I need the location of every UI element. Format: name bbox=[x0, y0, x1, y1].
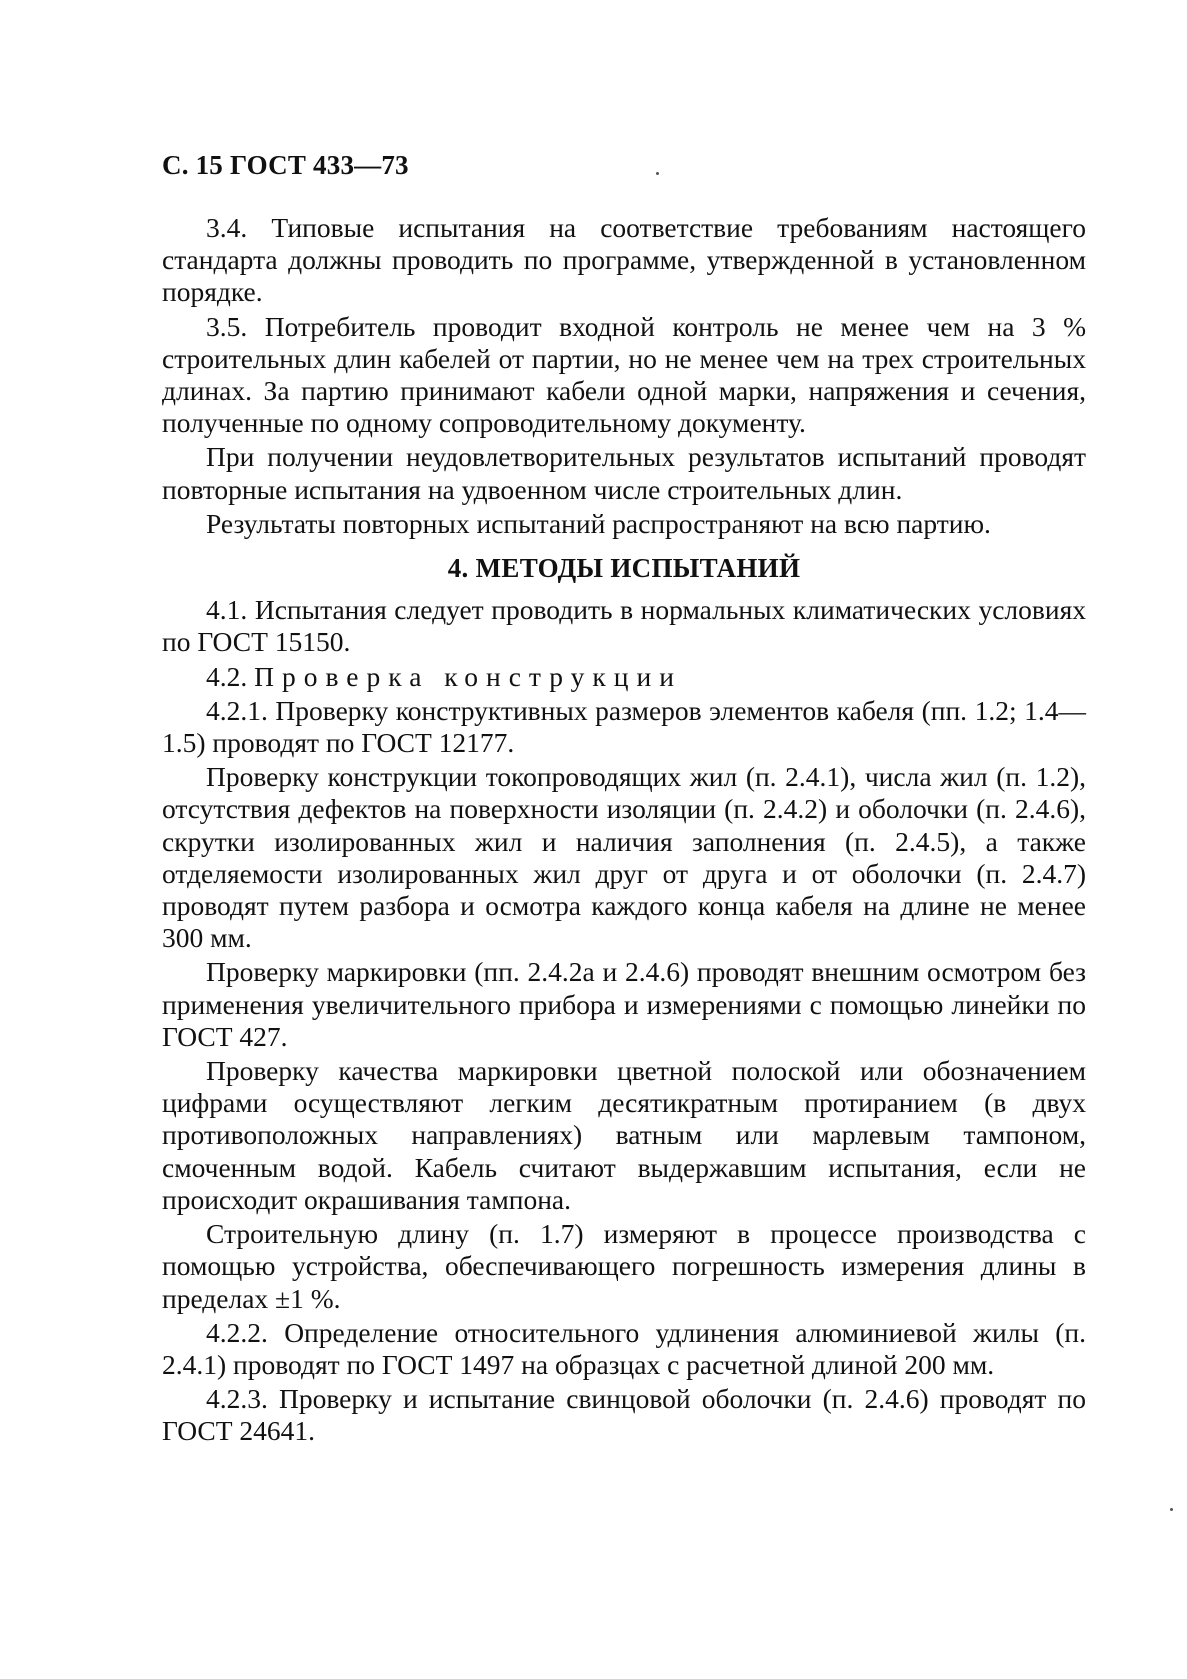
paragraph-4-1: 4.1. Испытания следует проводить в нормальных климатических условиях по ГОСТ 15150. bbox=[162, 594, 1086, 658]
section-4-title: 4. МЕТОДЫ ИСПЫТАНИЙ bbox=[447, 553, 801, 584]
paragraph-4-2-3: 4.2.3. Проверку и испытание свинцовой оболочки (п. 2.4.6) проводят по ГОСТ 24641. bbox=[162, 1383, 1086, 1447]
paragraph-3-5-results: Результаты повторных испытаний распространяют на всю партию. bbox=[206, 507, 991, 539]
paragraph-4-2-2: 4.2.2. Определение относительного удлинения алюминиевой жилы (п. 2.4.1) проводят по ГОСТ 1497 на образцах с расчетной длиной 200 мм. bbox=[162, 1316, 1086, 1380]
paragraph-4-2-heading: Проверка конструкции bbox=[254, 660, 682, 692]
page-header: С. 15 ГОСТ 433—73 bbox=[162, 150, 409, 180]
paragraph-3-5-retest: При получении неудовлетворительных результатов испытаний проводят повторные испытания на удвоенном числе строительных длин. bbox=[162, 441, 1086, 505]
paragraph-3-5: 3.5. Потребитель проводит входной контроль не менее чем на 3 % строительных длин кабелей от партии, но не менее чем на трех строительных длинах. За партию принимают кабели одной марки, напряжения и сечения, полученные по одному сопроводительному документу. bbox=[162, 310, 1086, 439]
document-body bbox=[162, 212, 1086, 1450]
paragraph-4-2-1-length: Строительную длину (п. 1.7) измеряют в процессе производства с помощью устройства, обеспечивающего погрешность измерения длины в пределах ±1 %. bbox=[162, 1218, 1086, 1314]
paragraph-4-2-1-marking: Проверку маркировки (пп. 2.4.2а и 2.4.6) проводят внешним осмотром без применения увеличительного прибора и измерениями с помощью линейки по ГОСТ 427. bbox=[162, 956, 1086, 1052]
paragraph-4-2 bbox=[162, 661, 1086, 693]
paragraph-3-4: 3.4. Типовые испытания на соответствие требованиям настоящего стандарта должны проводить по программе, утвержденной в установленном порядке. bbox=[162, 212, 1086, 308]
scan-speck bbox=[656, 172, 659, 175]
paragraph-4-2-1-marking-quality: Проверку качества маркировки цветной полоской или обозначением цифрами осуществляют легким десятикратным протиранием (в двух противоположных направлениях) ватным или марлевым тампоном, смоченным водой. Кабель считают выдержавшим испытания, если не происходит окрашивания тампона. bbox=[162, 1055, 1086, 1215]
scan-speck bbox=[1170, 1508, 1173, 1511]
paragraph-4-2-1-construction: Проверку конструкции токопроводящих жил (п. 2.4.1), числа жил (п. 1.2), отсутствия дефектов на поверхности изоляции (п. 2.4.2) и оболочки (п. 2.4.6), скрутки изолированных жил и наличия заполнения (п. 2.4.5), а также отделяемости изолированных жил друг от друга и от оболочки (п. 2.4.7) проводят путем разбора и осмотра каждого конца кабеля на длине не менее 300 мм. bbox=[162, 761, 1086, 954]
paragraph-4-2-1: 4.2.1. Проверку конструктивных размеров элементов кабеля (пп. 1.2; 1.4—1.5) проводят по ГОСТ 12177. bbox=[162, 694, 1086, 759]
paragraph-4-2-number: 4.2. bbox=[206, 660, 248, 692]
